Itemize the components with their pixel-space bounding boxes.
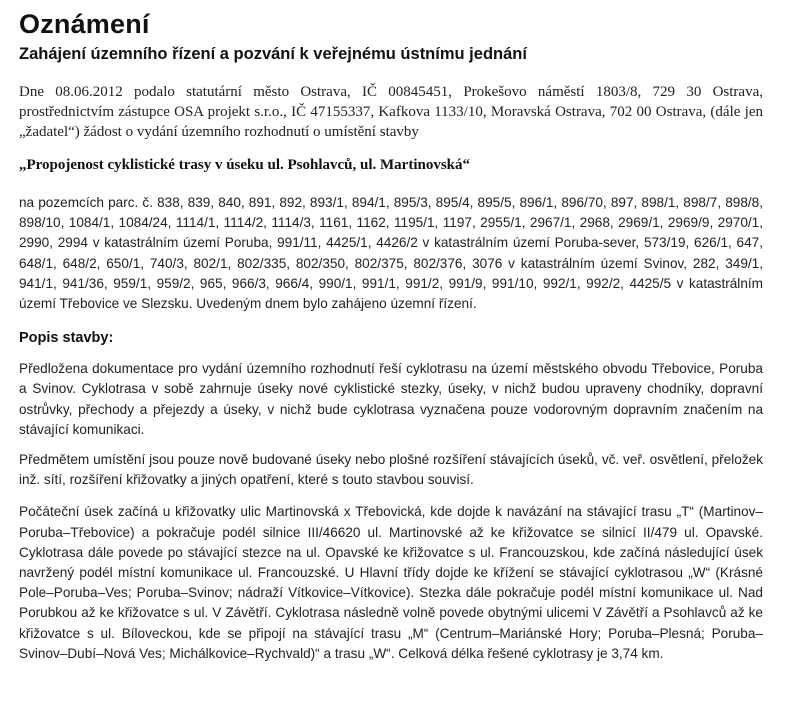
description-paragraph-3: Počáteční úsek začíná u křižovatky ulic Martinovská x Třebovická, kde dojde k navázání na stávající trasu „T“ (Martinov–Poruba–Třebovice) a pokračuje podél silnice III/46620 ul. Martinovské až ke křižovatce se silnicí II/479 ul. Opavské. Cyklotrasa dále povede po stávající stezce na ul. Opavské ke křižovatce s ul. Francouzskou, kde začíná následující úsek navržený podél místní komunikace ul. Francouzské. U Hlavní třídy dojde ke křížení se stávající cyklotrasou „W“ (Krásné Pole–Poruba–Ves; Poruba–Svinov; nádraží Vítkovice–Vítkovice). Stezka dále pokračuje podél místní komunikace ul. Nad Porubkou až ke křižovatce s ul. V Závětří. Cyklotrasa následně volně povede obytnými ulicemi V Závětří a Psohlavců až ke křižovatce s ul. Bíloveckou, kde se připojí na stávající trasu „M“ (Centrum–Mariánské Hory; Poruba–Plesná; Poruba–Svinov–Dubí–Nová Ves; Michálkovice–Rychvald)“ a trasu „W“. Celková délka řešené cyklotrasy je 3,74 km.	[19, 504, 763, 661]
document-subtitle: Zahájení územního řízení a pozvání k veřejnému ústnímu jednání	[19, 45, 527, 63]
section-heading: Popis stavby:	[19, 330, 114, 347]
description-paragraph-1: Předložena dokumentace pro vydání územního rozhodnutí řeší cyklotrasu na území městského obvodu Třebovice, Poruba a Svinov. Cyklotrasa v sobě zahrnuje úseky nové cyklistické stezky, úseky, v nichž budou upraveny chodníky, dopravní ostrůvky, přechody a přejezdy a úseky, v nichž bude cyklotrasa vyznačena pouze vodorovným dopravním značením na stávající komunikaci.	[19, 361, 763, 437]
document-title: Oznámení	[19, 9, 150, 39]
document-page	[19, 8, 763, 664]
description-paragraph-2: Předmětem umístění jsou pouze nově budované úseky nebo plošné rozšíření stávajících úseků, vč. veř. osvětlení, přeložek inž. sítí, rozšíření křižovatky a jiných opatření, které s touto stavbou souvisí.	[19, 452, 763, 488]
intro-paragraph: Dne 08.06.2012 podalo statutární město Ostrava, IČ 00845451, Prokešovo náměstí 1803/8, 729 30 Ostrava, prostřednictvím zástupce OSA projekt s.r.o., IČ 47155337, Kafkova 1133/10, Moravská Ostrava, 702 00 Ostrava, (dále jen „žadatel“) žádost o vydání územního rozhodnutí o umístění stavby	[19, 84, 763, 140]
parcels-paragraph: na pozemcích parc. č. 838, 839, 840, 891, 892, 893/1, 894/1, 895/3, 895/4, 895/5, 896/1, 896/70, 897, 898/1, 898/7, 898/8, 898/10, 1084/1, 1084/24, 1114/1, 1114/2, 1114/3, 1161, 1162, 1195/1, 1197, 2955/1, 2967/1, 2968, 2969/1, 2969/9, 2970/1, 2990, 2994 v katastrálním území Poruba, 991/11, 4425/1, 4426/2 v katastrálním území Poruba-sever, 573/19, 626/1, 647, 648/1, 648/2, 650/1, 740/3, 802/1, 802/335, 802/350, 802/375, 802/376, 3076 v katastrálním území Svinov, 282, 349/1, 941/1, 941/36, 959/1, 959/2, 965, 966/3, 966/4, 990/1, 991/1, 991/2, 991/9, 991/10, 992/1, 992/2, 4425/5 v katastrálním území Třebovice ve Slezsku. Uvedeným dnem bylo zahájeno územní řízení.	[19, 195, 763, 312]
project-name: „Propojenost cyklistické trasy v úseku ul. Psohlavců, ul. Martinovská“	[19, 157, 471, 173]
